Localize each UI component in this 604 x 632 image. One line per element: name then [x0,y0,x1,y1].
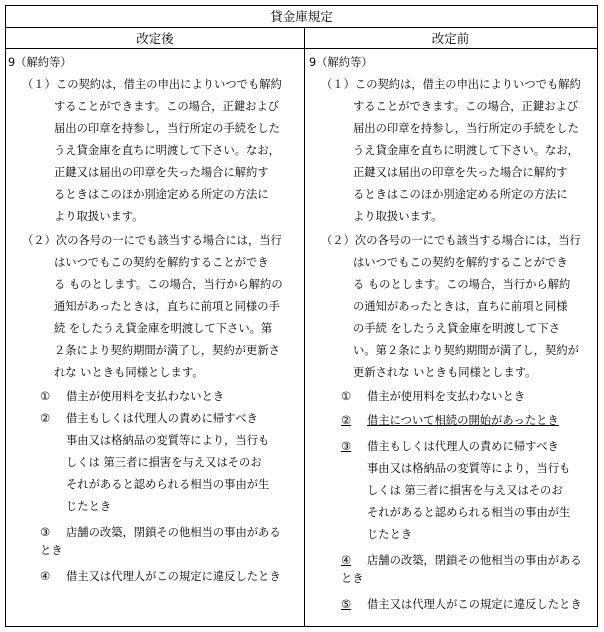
item-text: それがあると認められる相当の事由が生 [66,478,270,491]
para-2-line: （２）次の各号の一にでも該当する場合には，当行 [321,234,581,247]
item-text: 事由又は格納品の変質等により，当行も [66,434,270,447]
item-number: ③ [341,440,352,453]
item-text: 借主又は代理人がこの規定に違反したとき [66,570,281,583]
item-text: しくは 第三者に損害を与え又はそのお [367,484,563,497]
column-divider [304,28,305,626]
item-text: とき [341,572,364,585]
item-number: ④ [341,554,352,567]
item-text: じたとき [367,528,413,541]
para-2-line: 通知があったときは，直ちに前項と同様の手 [54,300,280,313]
para-2-line: の通知があったときは，直ちに前項と同様 [353,300,568,313]
para-2-line: 続 をしたうえ貸金庫を明渡して下さい。第 [54,322,273,335]
item-text: 借主もしくは代理人の責めに帰すべき [66,412,258,425]
para-2-line: ２条により契約期間が満了し，契約が更新さ [54,344,280,357]
table-title: 貸金庫規定 [6,6,597,28]
para-2-line: はいつでもこの契約を解約することができ [54,256,269,269]
para-2-line: る ものとします。この場合，当行から解約の [54,278,283,291]
item-number: ① [341,390,352,403]
para-1-line: うえ貸金庫を直ちに明渡して下さい。なお， [54,144,280,157]
item-text-underlined: 借主について相続の開始があったとき [367,414,559,427]
item-text: とき [40,544,63,557]
para-1-line: より取扱います。 [353,210,443,223]
para-1-line: 届出の印章を持参し，当行所定の手続をした [353,122,579,135]
para-2-line: い。第２条により契約期間が満了し，契約が [353,344,579,357]
para-1-line: 正鍵又は届出の印章を失った場合に解約す [54,166,269,179]
item-text: 借主が使用料を支払わないとき [66,390,225,403]
item-number: ④ [40,570,51,583]
header-after: 改定後 [6,28,304,49]
header-before: 改定前 [304,28,597,49]
para-1-line: （１）この契約は，借主の申出によりいつでも解約 [321,78,581,91]
section-heading: 9（解約等） [309,56,373,69]
item-text: じたとき [66,500,112,513]
item-text: 借主が使用料を支払わないとき [367,390,526,403]
para-2-line: （２）次の各号の一にでも該当する場合には，当行 [22,234,282,247]
item-number: ⑤ [341,598,352,611]
para-2-line: はいつでもこの契約を解約することができ [353,256,568,269]
para-1-line: るときはこのほか別途定める所定の方法に [353,188,568,201]
item-text: 借主もしくは代理人の責めに帰すべき [367,440,559,453]
item-text: 店舗の改築，閉鎖その他相当の事由がある [66,526,281,539]
item-text: しくは 第三者に損害を与え又はそのお [66,456,262,469]
para-1-line: うえ貸金庫を直ちに明渡して下さい。なお， [353,144,579,157]
item-text: 借主又は代理人がこの規定に違反したとき [367,598,582,611]
para-2-line: の手続 をしたうえ貸金庫を明渡して下さ [353,322,560,335]
item-number: ① [40,390,51,403]
para-1-line: 届出の印章を持参し，当行所定の手続をした [54,122,280,135]
para-1-line: より取扱います。 [54,210,144,223]
para-2-line: 更新されな いときも同様とします。 [353,366,537,379]
item-text: それがあると認められる相当の事由が生 [367,506,571,519]
para-1-line: 正鍵又は届出の印章を失った場合に解約す [353,166,568,179]
item-text: 店舗の改築，閉鎖その他相当の事由がある [367,554,582,567]
item-number: ③ [40,526,51,539]
section-heading: 9（解約等） [8,56,72,69]
regulation-table [5,5,598,627]
item-text: 事由又は格納品の変質等により，当行も [367,462,571,475]
para-1-line: することができます。この場合，正鍵および [353,100,579,113]
para-1-line: することができます。この場合，正鍵および [54,100,280,113]
para-1-line: （１）この契約は，借主の申出によりいつでも解約 [22,78,282,91]
para-2-line: る ものとします。この場合，当行から解約 [353,278,571,291]
item-number: ② [40,412,51,425]
para-1-line: るときはこのほか別途定める所定の方法に [54,188,269,201]
para-2-line: れな いときも同様とします。 [54,366,204,379]
item-number: ② [341,414,352,427]
